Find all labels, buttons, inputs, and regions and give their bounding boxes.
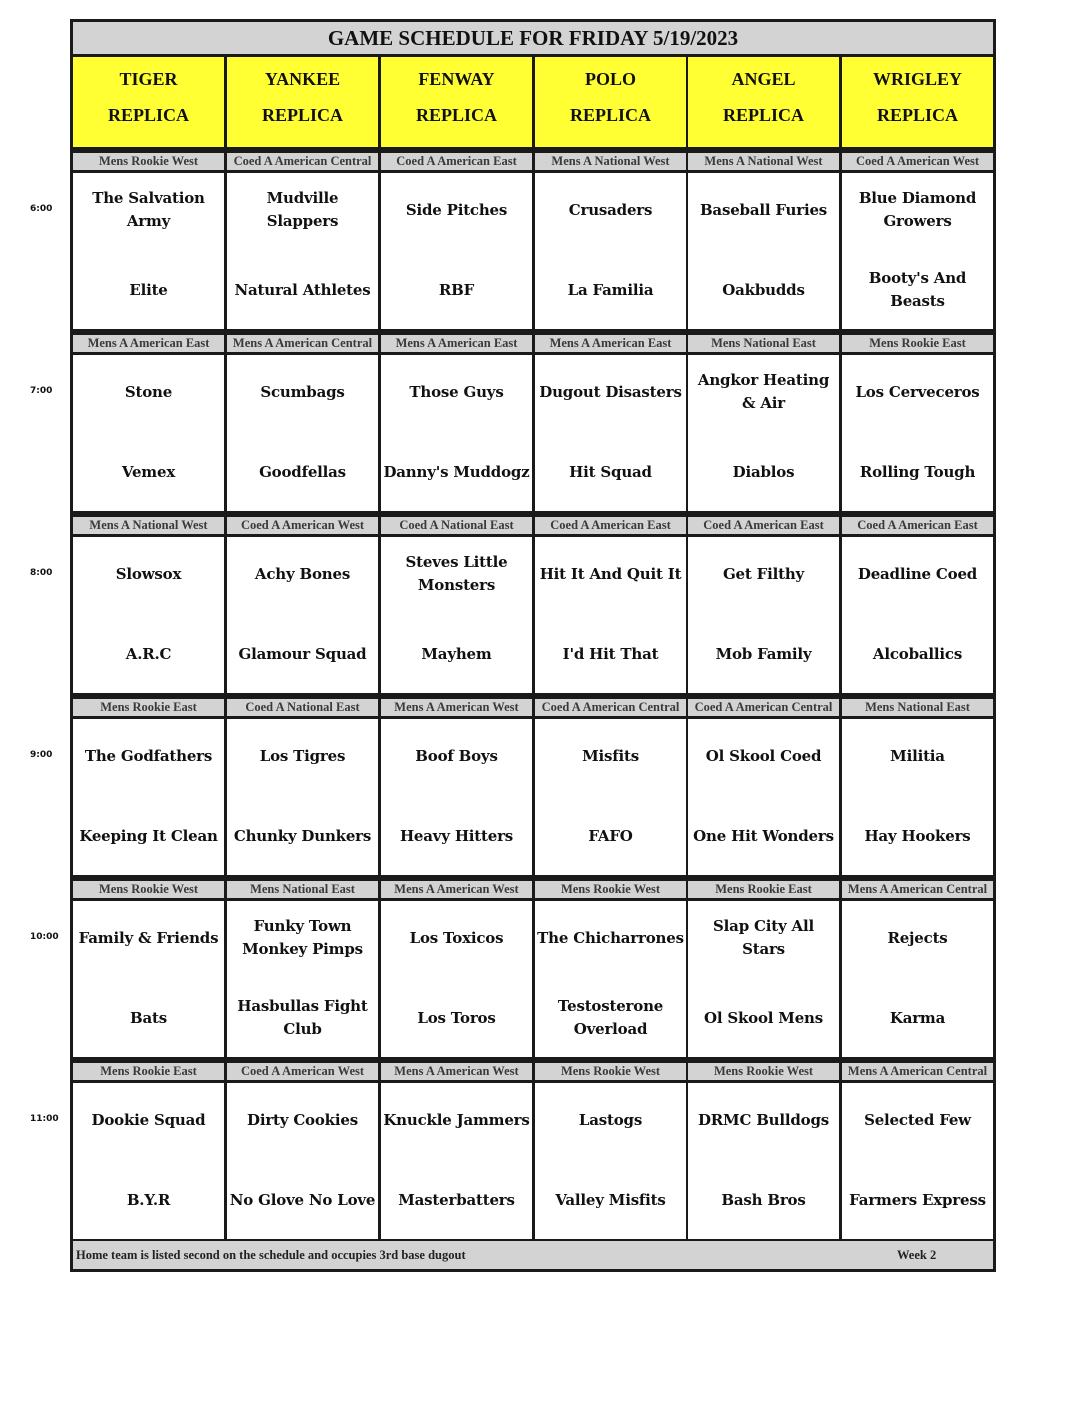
away-team: Stone [124,382,173,401]
game-cell [688,537,839,693]
home-team: One Hit Wonders [693,826,834,845]
venue-header [688,57,839,147]
game-cell [381,901,532,1057]
game-cell [73,1083,224,1239]
home-team: I'd Hit That [562,644,659,663]
venue-subtitle: REPLICA [569,105,651,125]
home-team: Oakbudds [722,280,805,299]
division-label: Mens Rookie West [73,153,224,170]
away-team: Deadline Coed [857,564,978,583]
home-team: Karma [889,1008,946,1027]
venue-name: WRIGLEY [872,69,962,89]
home-team: Los Toros [417,1008,496,1027]
game-cell [842,537,993,693]
division-label: Mens A American East [535,335,686,352]
home-team: Alcoballics [872,644,963,663]
home-team: La Familia [567,280,654,299]
away-team: Funky Town Monkey Pimps [242,917,363,958]
home-team: B.Y.R [126,1190,171,1209]
division-label: Coed A American East [842,517,993,534]
home-team: Mob Family [715,644,812,663]
game-cell [73,901,224,1057]
game-cell [535,173,686,329]
away-team: Family & Friends [78,928,219,947]
game-cell [688,901,839,1057]
time-label: 11:00 [30,1114,59,1124]
time-label: 10:00 [30,932,59,942]
home-team: Rolling Tough [859,462,976,481]
game-cell [73,719,224,875]
game-cell [381,1083,532,1239]
time-label: 6:00 [30,204,53,214]
division-label: Mens A National West [688,153,839,170]
game-cell [227,719,378,875]
division-label: Coed A American Central [688,699,839,716]
away-team: Ol Skool Coed [705,746,822,765]
venue-header [535,57,686,147]
home-team: Masterbatters [398,1190,515,1209]
home-team: Diablos [732,462,795,481]
away-team: Mudville Slappers [266,189,339,230]
game-cell [842,1083,993,1239]
division-label: Mens A National West [73,517,224,534]
division-label: Mens A American West [381,699,532,716]
division-label: Coed A American East [381,153,532,170]
away-team: Blue Diamond Growers [858,189,977,230]
division-label: Mens Rookie West [73,881,224,898]
venue-name: YANKEE [264,69,341,89]
division-label: Mens Rookie West [688,1063,839,1080]
home-team: Ol Skool Mens [703,1008,824,1027]
venue-name: ANGEL [731,69,796,89]
game-cell [535,1083,686,1239]
game-cell [227,355,378,511]
division-label: Coed A American Central [535,699,686,716]
division-label: Mens A American Central [842,1063,993,1080]
away-team: Dookie Squad [91,1110,206,1129]
game-cell [535,537,686,693]
home-team-note: Home team is listed second on the schedule and occupies 3rd base dugout [76,1248,466,1262]
division-label: Coed A American East [688,517,839,534]
game-cell [381,355,532,511]
division-label: Mens A American West [381,881,532,898]
division-label: Coed A National East [381,517,532,534]
venue-header [381,57,532,147]
page-title: GAME SCHEDULE FOR FRIDAY 5/19/2023 [73,22,993,54]
away-team: Crusaders [568,200,653,219]
footer [73,1241,993,1269]
away-team: The Godfathers [84,746,213,765]
away-team: Lastogs [578,1110,643,1129]
away-team: Angkor Heating & Air [697,371,830,412]
game-cell [535,719,686,875]
game-cell [688,173,839,329]
division-label: Mens National East [227,881,378,898]
home-team: Elite [129,280,168,299]
division-label: Mens Rookie East [688,881,839,898]
away-team: Selected Few [864,1110,971,1129]
away-team: Slap City All Stars [713,917,814,958]
game-cell [381,719,532,875]
away-team: Hit It And Quit It [539,564,682,583]
division-label: Mens Rookie East [73,1063,224,1080]
division-label: Mens Rookie West [535,1063,686,1080]
away-team: The Chicharrones [537,928,684,947]
home-team: Booty's And Beasts [868,269,967,310]
venue-subtitle: REPLICA [261,105,343,125]
schedule-grid [70,19,996,1272]
away-team: Achy Bones [254,564,351,583]
away-team: Steves Little Monsters [405,553,508,594]
game-cell [227,1083,378,1239]
away-team: Boof Boys [415,746,498,765]
game-cell [227,901,378,1057]
away-team: Baseball Furies [699,200,828,219]
home-team: A.R.C [125,644,172,663]
home-team: Danny's Muddogz [383,462,530,481]
game-cell [381,537,532,693]
game-cell [842,901,993,1057]
division-label: Mens A American West [381,1063,532,1080]
away-team: Rejects [887,928,948,947]
home-team: No Glove No Love [229,1190,376,1209]
game-cell [381,173,532,329]
home-team: Testosterone Overload [557,997,664,1038]
venue-subtitle: REPLICA [722,105,804,125]
time-label: 8:00 [30,568,53,578]
division-label: Mens Rookie East [842,335,993,352]
away-team: Knuckle Jammers [383,1110,530,1129]
away-team: Los Toxicos [409,928,504,947]
away-team: DRMC Bulldogs [697,1110,830,1129]
game-cell [688,719,839,875]
home-team: Heavy Hitters [399,826,514,845]
division-label: Mens A American Central [227,335,378,352]
game-cell [73,355,224,511]
division-label: Mens National East [688,335,839,352]
away-team: Slowsox [115,564,182,583]
home-team: Natural Athletes [234,280,371,299]
division-label: Mens A American East [73,335,224,352]
away-team: Militia [890,746,945,765]
division-label: Mens Rookie West [535,881,686,898]
game-cell [73,173,224,329]
home-team: Bash Bros [721,1190,806,1209]
home-team: Valley Misfits [555,1190,666,1209]
away-team: The Salvation Army [92,189,205,230]
game-cell [688,1083,839,1239]
away-team: Side Pitches [405,200,508,219]
week-label: Week 2 [897,1248,937,1262]
home-team: Hay Hookers [864,826,971,845]
venue-header [73,57,224,147]
division-label: Coed A American West [842,153,993,170]
division-label: Coed A American East [535,517,686,534]
game-cell [842,719,993,875]
game-cell [227,537,378,693]
venue-subtitle: REPLICA [107,105,189,125]
away-team: Los Tigres [259,746,346,765]
home-team: Hit Squad [569,462,652,481]
division-label: Mens A National West [535,153,686,170]
division-label: Mens A American Central [842,881,993,898]
away-team: Los Cerveceros [855,382,980,401]
away-team: Dugout Disasters [539,382,682,401]
venue-name: POLO [584,69,636,89]
division-label: Mens Rookie East [73,699,224,716]
game-cell [535,355,686,511]
home-team: Farmers Express [849,1190,986,1209]
away-team: Scumbags [260,382,345,401]
home-team: Mayhem [421,644,492,663]
division-label: Coed A National East [227,699,378,716]
time-label: 7:00 [30,386,53,396]
venue-header [227,57,378,147]
venue-name: FENWAY [418,69,495,89]
home-team: RBF [438,280,475,299]
division-label: Coed A American Central [227,153,378,170]
venue-subtitle: REPLICA [876,105,958,125]
game-cell [227,173,378,329]
game-cell [842,355,993,511]
home-team: FAFO [588,826,633,845]
home-team: Glamour Squad [238,644,367,663]
home-team: Chunky Dunkers [233,826,372,845]
division-label: Coed A American West [227,1063,378,1080]
away-team: Get Filthy [722,564,805,583]
division-label: Mens National East [842,699,993,716]
game-cell [535,901,686,1057]
home-team: Hasbullas Fight Club [237,997,368,1038]
game-cell [688,355,839,511]
away-team: Dirty Cookies [247,1110,358,1129]
home-team: Keeping It Clean [79,826,218,845]
away-team: Those Guys [409,382,504,401]
division-label: Mens A American East [381,335,532,352]
home-team: Bats [130,1008,167,1027]
venue-header [842,57,993,147]
game-cell [73,537,224,693]
home-team: Vemex [121,462,176,481]
game-cell [842,173,993,329]
away-team: Misfits [582,746,639,765]
division-label: Coed A American West [227,517,378,534]
venue-subtitle: REPLICA [415,105,497,125]
home-team: Goodfellas [259,462,346,481]
time-label: 9:00 [30,750,53,760]
venue-name: TIGER [119,69,178,89]
